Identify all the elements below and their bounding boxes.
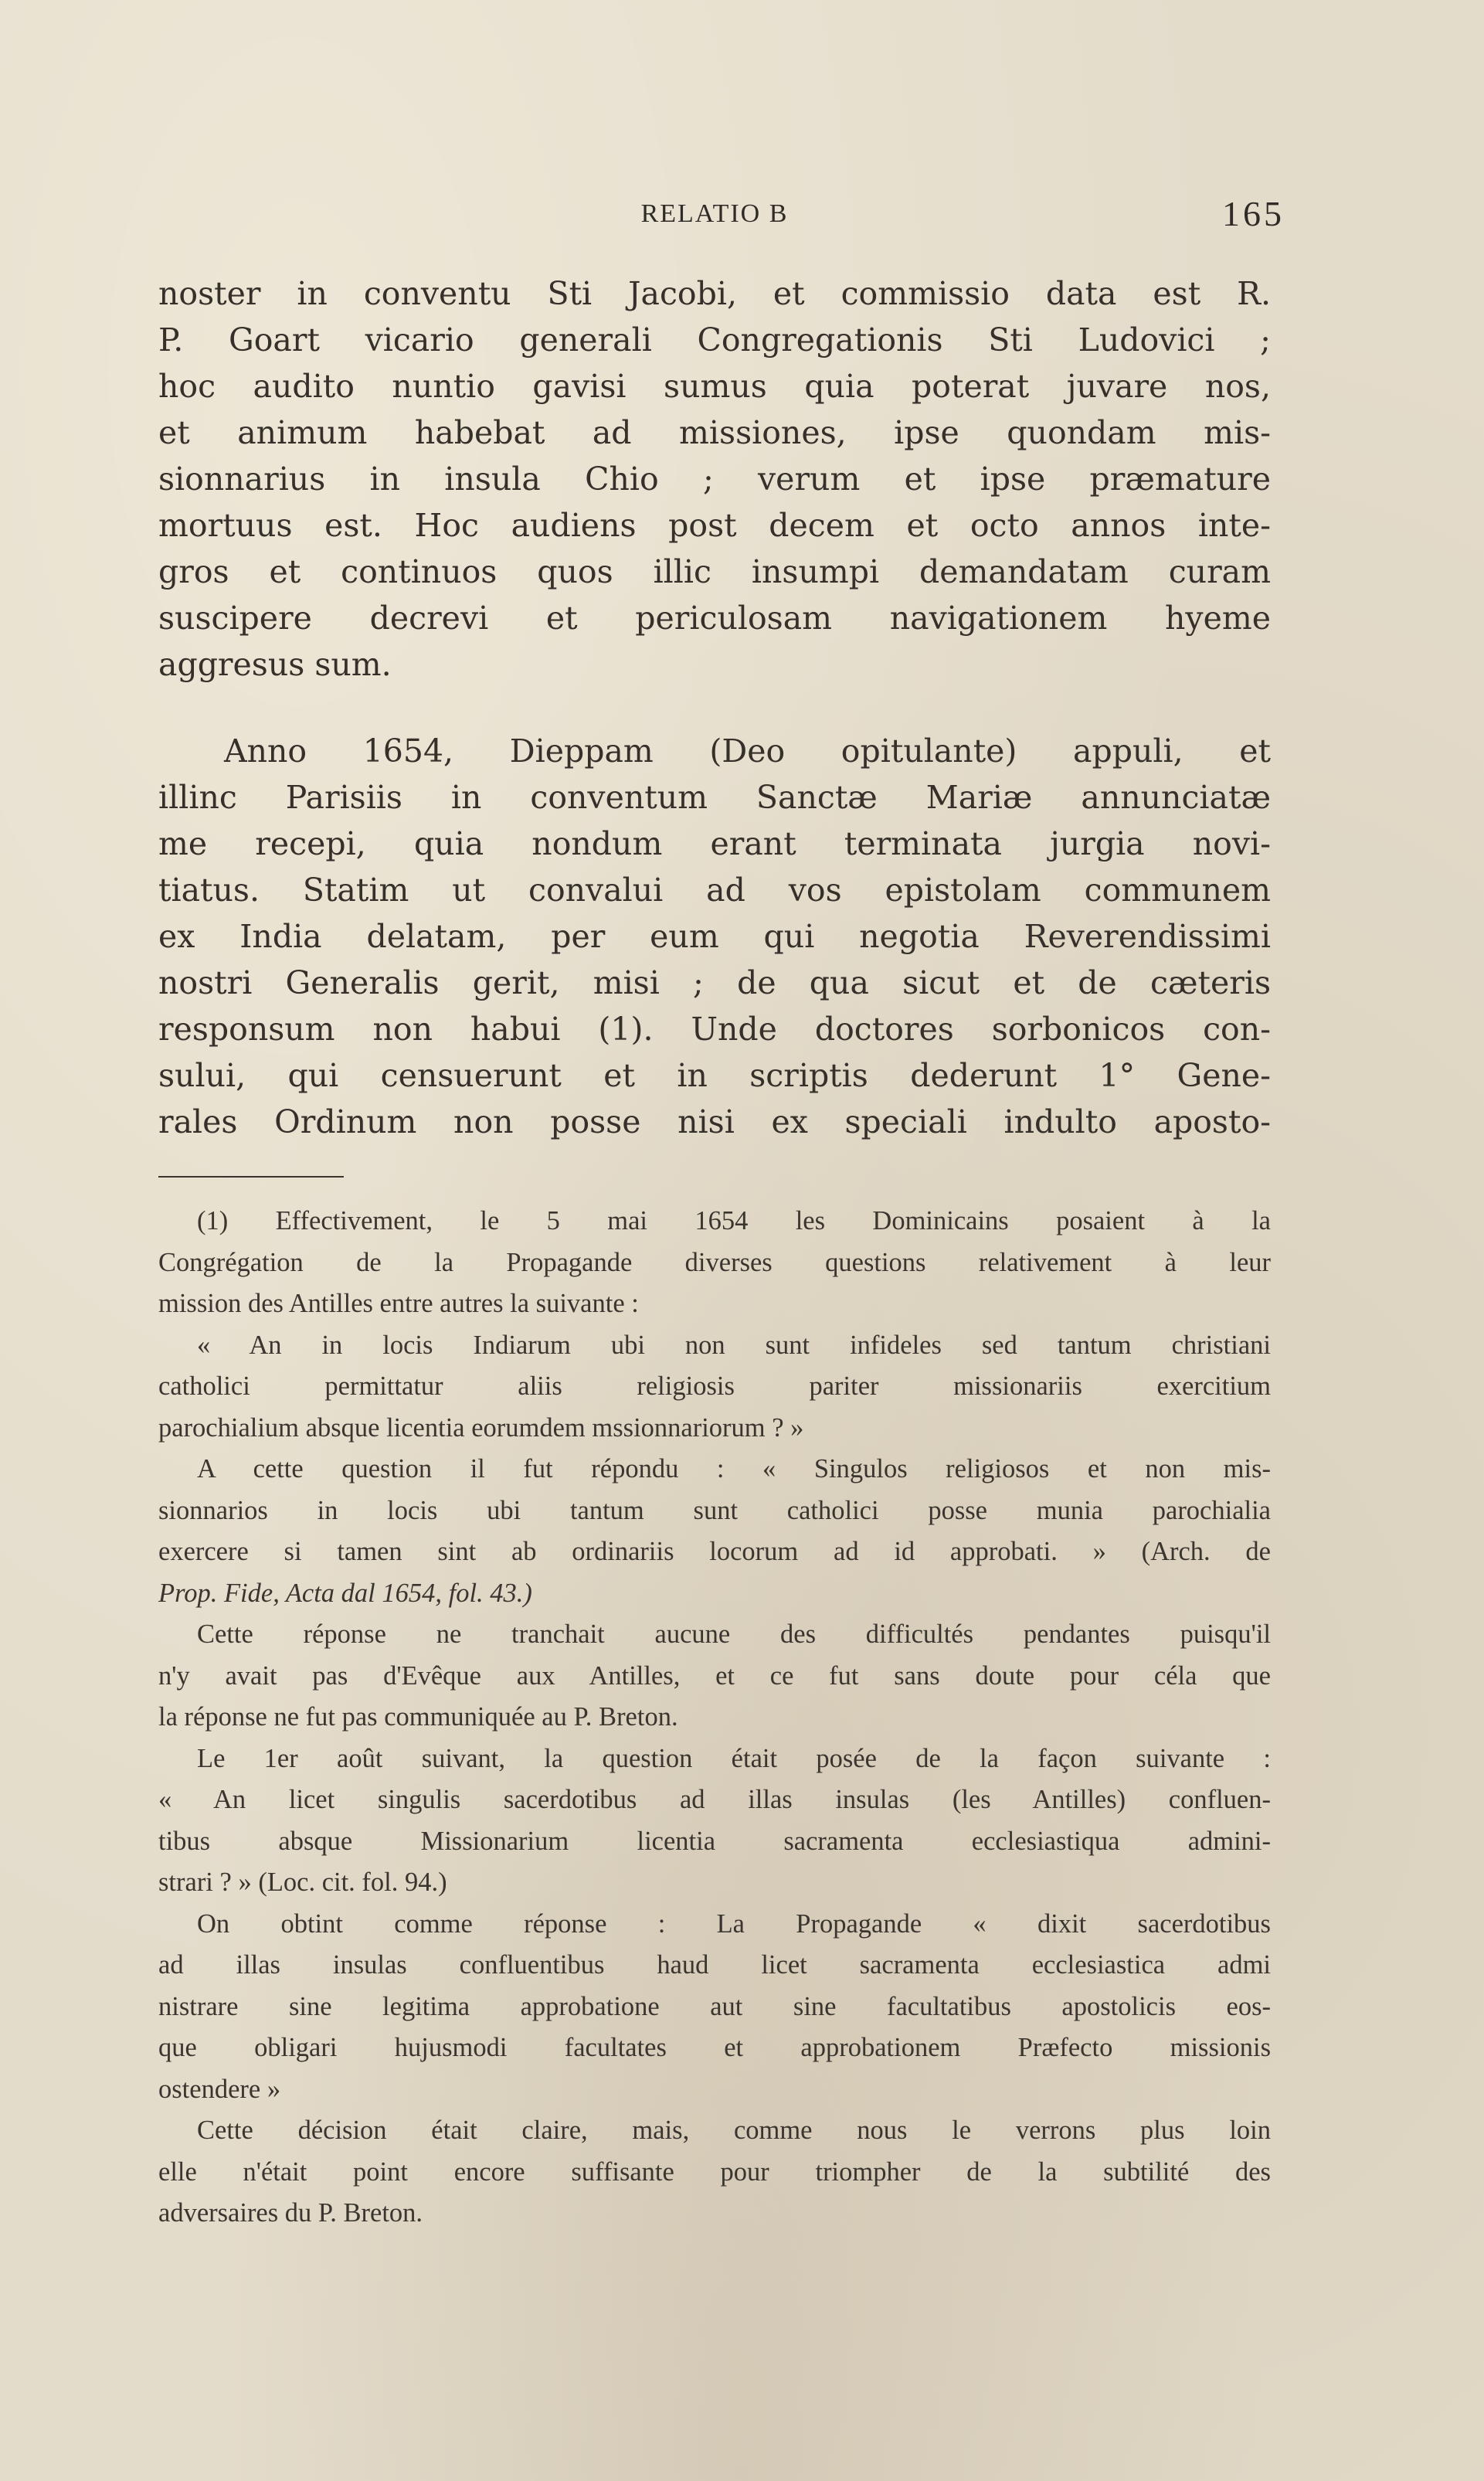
text-line: Anno 1654, Dieppam (Deo opitulante) appuli, et	[224, 732, 1271, 770]
footnote-line: « An in locis Indiarum ubi non sunt infideles sed tantum christiani	[197, 1330, 1271, 1360]
footnote-line: « An licet singulis sacerdotibus ad illas insulas (les Antilles) confluen-	[158, 1785, 1271, 1814]
footnote-comment-1	[158, 1614, 1271, 1738]
footnote-line: Congrégation de la Propagande diverses questions relativement à leur	[158, 1247, 1271, 1277]
footnote-line: A cette question il fut répondu : « Singulos religiosos et non mis-	[197, 1454, 1271, 1484]
text-line: suscipere decrevi et periculosam navigationem hyeme	[158, 600, 1271, 637]
footnote-line: ostendere »	[158, 2074, 281, 2104]
footnote-line: On obtint comme réponse : La Propagande « dixit sacerdotibus	[197, 1908, 1271, 1939]
footnote-answer-2	[158, 1904, 1271, 2111]
text-line: rales Ordinum non posse nisi ex speciali indulto aposto-	[158, 1103, 1271, 1140]
page-header	[158, 193, 1285, 255]
main-text	[158, 270, 1271, 1145]
footnote-line: parochialium absque licentia eorumdem mssionnariorum ? »	[158, 1412, 804, 1443]
footnote-line: que obligari hujusmodi facultates et approbationem Præfecto missionis	[158, 2033, 1271, 2062]
footnote-line: mission des Antilles entre autres la suivante :	[158, 1289, 639, 1318]
footnote-1	[158, 1201, 1271, 1325]
footnote-line: n'y avait pas d'Evêque aux Antilles, et ce fut sans doute pour céla que	[158, 1660, 1271, 1691]
paragraph-2	[158, 728, 1271, 1145]
text-line: tiatus. Statim ut convalui ad vos epistolam communem	[158, 872, 1271, 909]
footnote-line: strari ? » (Loc. cit. fol. 94.)	[158, 1868, 447, 1897]
footnote-line: Prop. Fide, Acta dal 1654, fol. 43.)	[158, 1578, 532, 1608]
running-title: RELATIO B	[640, 199, 789, 228]
text-line: gros et continuos quos illic insumpi demandatam curam	[158, 553, 1271, 590]
page-number: 165	[1222, 194, 1285, 233]
text-line: sionnarius in insula Chio ; verum et ipse præmature	[158, 461, 1271, 498]
footnote-line: (1) Effectivement, le 5 mai 1654 les Dominicains posaient à la	[197, 1206, 1271, 1235]
footnote-line: exercere si tamen sint ab ordinariis locorum ad id approbati. » (Arch. de	[158, 1537, 1271, 1566]
footnote-line: ad illas insulas confluentibus haud licet sacramenta ecclesiastica admi	[158, 1950, 1271, 1980]
footnote-line: catholici permittatur aliis religiosis pariter missionariis exercitium	[158, 1371, 1271, 1401]
footnote-line: adversaires du P. Breton.	[158, 2198, 423, 2228]
footnote-quote-1	[158, 1325, 1271, 1450]
footnote-line: Cette réponse ne tranchait aucune des difficultés pendantes puisqu'il	[197, 1619, 1271, 1649]
footnote-line: sionnarios in locis ubi tantum sunt catholici posse munia parochialia	[158, 1495, 1271, 1525]
footnote-line: tibus absque Missionarium licentia sacramenta ecclesiastiqua admini-	[158, 1826, 1271, 1856]
footnote-answer-1	[158, 1449, 1271, 1614]
text-line: responsum non habui (1). Unde doctores sorbonicos con-	[158, 1011, 1271, 1048]
footnotes	[158, 1201, 1271, 2235]
book-page	[158, 193, 1285, 2235]
text-line: sului, qui censuerunt et in scriptis dederunt 1° Gene-	[158, 1057, 1271, 1094]
footnote-line: elle n'était point encore suffisante pour triompher de la subtilité des	[158, 2156, 1271, 2187]
text-line: aggresus sum.	[158, 646, 392, 683]
footnote-conclusion	[158, 2110, 1271, 2235]
text-line: nostri Generalis gerit, misi ; de qua sicut et de cæteris	[158, 964, 1271, 1001]
footnote-question-2	[158, 1738, 1271, 1904]
text-line: noster in conventu Sti Jacobi, et commissio data est R.	[158, 275, 1271, 312]
text-line: et animum habebat ad missiones, ipse quondam mis-	[158, 414, 1271, 451]
footnote-separator	[158, 1176, 344, 1178]
text-line: me recepi, quia nondum erant terminata jurgia novi-	[158, 825, 1271, 862]
text-line: hoc audito nuntio gavisi sumus quia poterat juvare nos,	[158, 368, 1271, 405]
text-line: ex India delatam, per eum qui negotia Reverendissimi	[158, 918, 1271, 955]
text-line: illinc Parisiis in conventum Sanctæ Mariæ annunciatæ	[158, 779, 1271, 816]
text-line: mortuus est. Hoc audiens post decem et octo annos inte-	[158, 507, 1271, 544]
footnote-line: Cette décision était claire, mais, comme nous le verrons plus loin	[197, 2116, 1271, 2145]
footnote-line: nistrare sine legitima approbatione aut sine facultatibus apostolicis eos-	[158, 1991, 1271, 2021]
text-line: P. Goart vicario generali Congregationis Sti Ludovici ;	[158, 321, 1271, 359]
footnote-line: Le 1er août suivant, la question était posée de la façon suivante :	[197, 1743, 1271, 1773]
paragraph-1	[158, 270, 1271, 688]
footnote-line: la réponse ne fut pas communiquée au P. Breton.	[158, 1702, 678, 1732]
